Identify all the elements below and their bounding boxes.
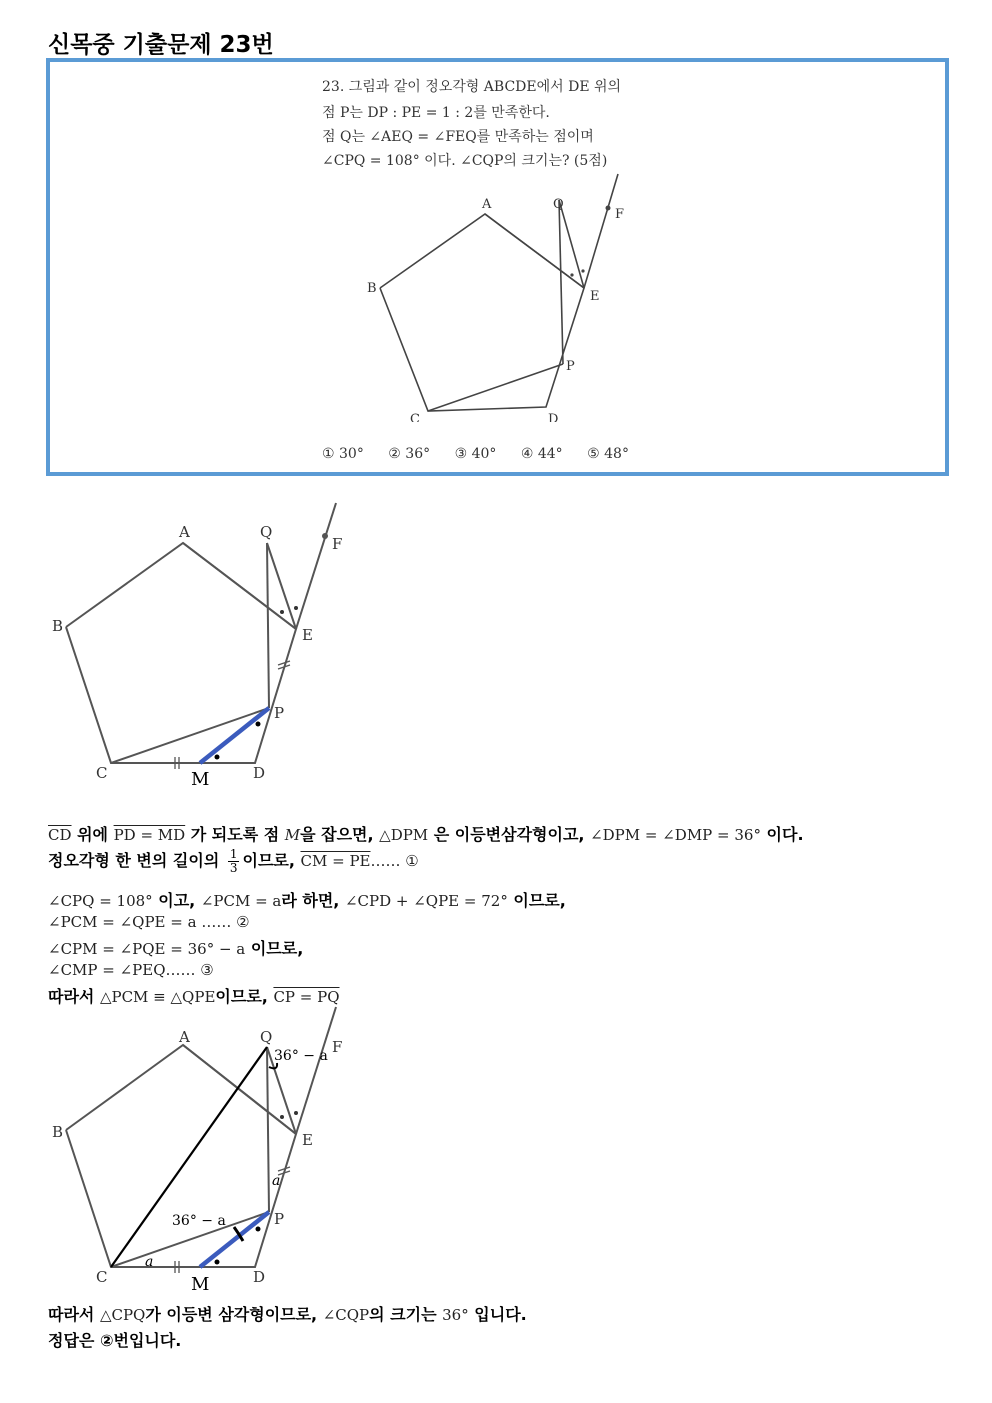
fraction-one-third: $\frac{1}{3}$	[229, 847, 238, 875]
solution-line-7: 따라서 △PCM ≡ △QPE이므로, CP = PQ	[48, 987, 340, 1006]
q-label-p: P	[566, 359, 575, 374]
s1-label-f: F	[332, 535, 343, 553]
q-label-f: F	[615, 207, 625, 222]
solution-line-6: ∠CMP = ∠PEQ…… ③	[48, 961, 214, 979]
s1-label-e: E	[302, 626, 313, 644]
solution-answer: 정답은 ②번입니다.	[48, 1331, 182, 1350]
choice-4[interactable]: ④ 44°	[520, 446, 563, 462]
solution-line-5: ∠CPM = ∠PQE = 36° − a 이므로,	[48, 939, 304, 958]
solution-figure-1	[40, 495, 400, 805]
solution-line-3: ∠CPQ = 108° 이고, ∠PCM = a라 하면, ∠CPD + ∠QPE = 72° 이므로,	[48, 891, 566, 910]
s2-label-q: Q	[260, 1028, 273, 1046]
s2-label-c: C	[96, 1268, 108, 1286]
page-title: 신목중 기출문제 23번	[48, 32, 274, 58]
q-label-q: Q	[553, 197, 564, 212]
solution-line-4: ∠PCM = ∠QPE = a …… ②	[48, 913, 250, 931]
choice-2[interactable]: ② 36°	[388, 446, 431, 462]
choice-5[interactable]: ⑤ 48°	[587, 446, 629, 462]
choice-3[interactable]: ③ 40°	[454, 446, 497, 462]
question-line-2: 점 P는 DP : PE = 1 : 2를 만족한다.	[322, 105, 550, 121]
s2-label-m: M	[191, 1274, 210, 1295]
choice-1[interactable]: ① 30°	[322, 446, 364, 462]
q-label-c: C	[410, 412, 420, 422]
s2-label-b: B	[52, 1123, 64, 1141]
s2-label-e: E	[302, 1131, 313, 1149]
s1-label-d: D	[253, 764, 266, 782]
question-line-4: ∠CPQ = 108° 이다. ∠CQP의 크기는? (5점)	[322, 153, 608, 169]
solution-figure-2	[40, 1005, 400, 1295]
s1-label-p: P	[274, 704, 285, 722]
solution-line-8: 따라서 △CPQ가 이등변 삼각형이므로, ∠CQP의 크기는 36° 입니다.	[48, 1305, 527, 1324]
q-label-d: D	[548, 412, 559, 422]
s1-label-m: M	[191, 769, 210, 790]
s1-label-q: Q	[260, 523, 273, 541]
answer-choices	[322, 446, 649, 462]
angle-label-q: 36° − a	[274, 1048, 328, 1064]
q-label-b: B	[367, 281, 377, 296]
question-figure	[50, 62, 945, 422]
angle-label-a-p: a	[272, 1173, 281, 1189]
question-line-1: 23. 그림과 같이 정오각형 ABCDE에서 DE 위의	[322, 79, 622, 95]
angle-label-p: 36° − a	[172, 1213, 226, 1229]
s1-label-b: B	[52, 617, 64, 635]
solution-line-2: 정오각형 한 변의 길이의 $\frac{1}{3}$ 이므로, CM = PE…… ①	[48, 847, 419, 875]
s2-label-f: F	[332, 1038, 343, 1056]
s2-label-a: A	[179, 1028, 190, 1046]
angle-label-a-c: a	[145, 1254, 154, 1270]
q-label-a: A	[482, 197, 492, 212]
question-line-3: 점 Q는 ∠AEQ = ∠FEQ를 만족하는 점이며	[322, 129, 594, 145]
q-label-e: E	[590, 289, 600, 304]
s1-label-a: A	[179, 523, 190, 541]
s2-label-p: P	[274, 1210, 285, 1228]
solution-line-1: $\overline{CD}$ 위에 PD = MD 가 되도록 점 M을 잡으면, △DPM 은 이등변삼각형이고, ∠DPM = ∠DMP = 36° 이다.	[48, 825, 804, 844]
question-box	[46, 58, 949, 476]
s2-label-d: D	[253, 1268, 266, 1286]
s1-label-c: C	[96, 764, 108, 782]
